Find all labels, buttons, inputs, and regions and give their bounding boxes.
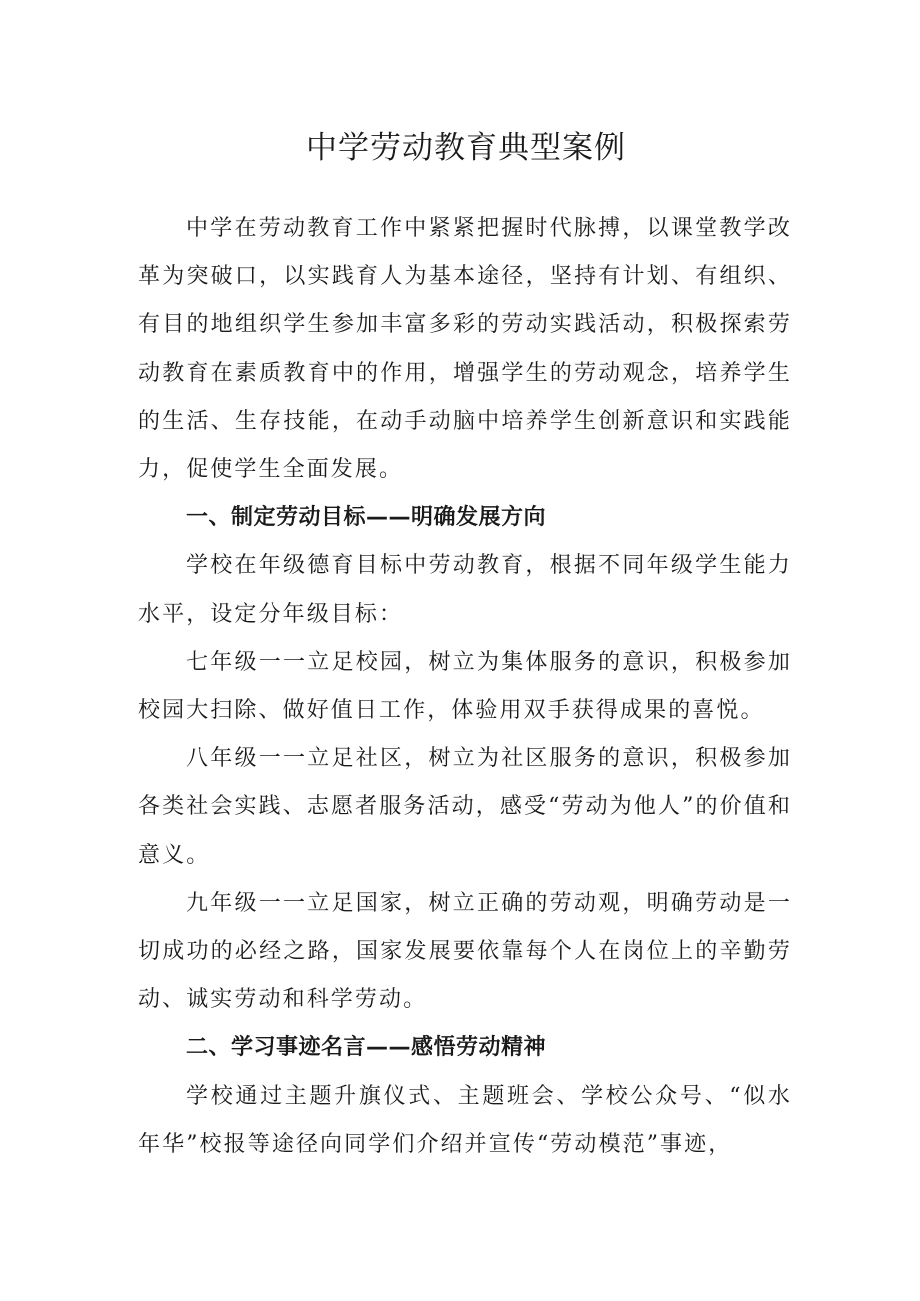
grade-8-goal-paragraph: 八年级一一立足社区，树立为社区服务的意识，积极参加各类社会实践、志愿者服务活动，感受“劳动为他人”的价值和意义。 (138, 746, 792, 868)
section-1-heading: 一、制定劳动目标——明确发展方向 (186, 505, 547, 531)
grade-9-goal-paragraph: 九年级一一立足国家，树立正确的劳动观，明确劳动是一切成功的必经之路，国家发展要依靠每个人在岗位上的辛勤劳动、诚实劳动和科学劳动。 (138, 890, 792, 1013)
section-2-paragraph-1: 学校通过主题升旗仪式、主题班会、学校公众号、“似水年华”校报等途径向同学们介绍并宣传“劳动模范”事迹， (138, 1083, 792, 1157)
intro-paragraph: 中学在劳动教育工作中紧紧把握时代脉搏，以课堂教学改革为突破口，以实践育人为基本途径，坚持有计划、有组织、有目的地组织学生参加丰富多彩的劳动实践活动，积极探索劳动教育在素质教育中的作用，增强学生的劳动观念，培养学生的生活、生存技能，在动手动脑中培养学生创新意识和实践能力，促使学生全面发展。 (138, 216, 792, 483)
grade-7-goal-paragraph: 七年级一一立足校园，树立为集体服务的意识，积极参加校园大扫除、做好值日工作，体验用双手获得成果的喜悦。 (138, 649, 792, 724)
section-2-heading: 二、学习事迹名言——感悟劳动精神 (186, 1035, 547, 1061)
document-title: 中学劳动教育典型案例 (306, 130, 626, 166)
section-1-paragraph-1: 学校在年级德育目标中劳动教育，根据不同年级学生能力水平，设定分年级目标： (138, 553, 792, 627)
